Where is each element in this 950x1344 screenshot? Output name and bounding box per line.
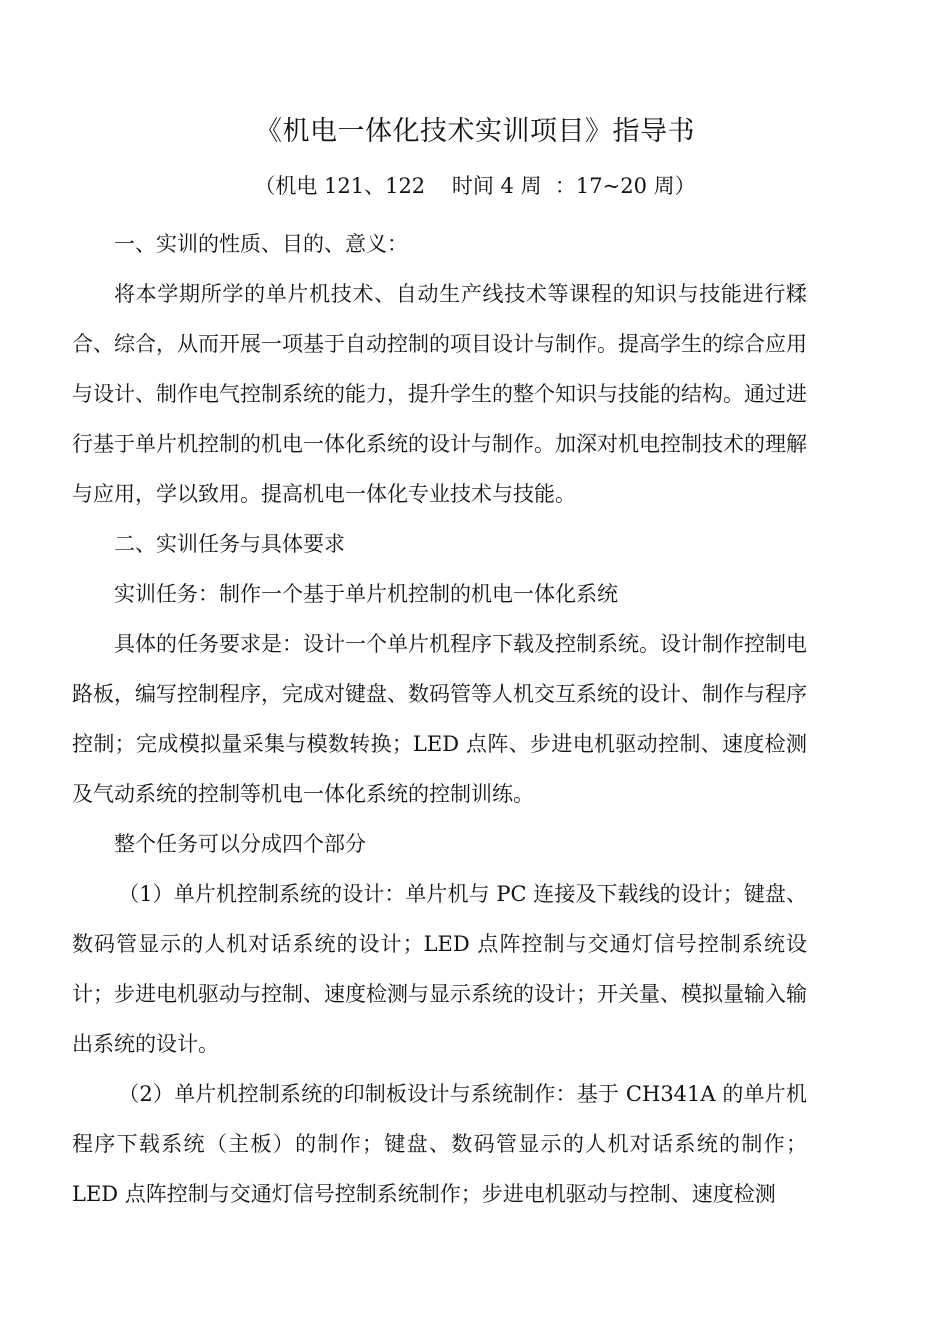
task-line: 实训任务：制作一个基于单片机控制的机电一体化系统 bbox=[114, 582, 618, 606]
document-subtitle: （机电 121、122 时间 4 周 ：17~20 周） bbox=[254, 174, 696, 198]
part1-paragraph: （1）单片机控制系统的设计：单片机与 PC 连接及下载线的设计；键盘、数码管显示的人机对话系统的设计；LED 点阵控制与交通灯信号控制系统设计；步进电机驱动与控制、速度检测与显示系统的设计；开关量、模拟量输入输出系统的设计。 bbox=[72, 882, 807, 1056]
section2-heading: 二、实训任务与具体要求 bbox=[114, 532, 345, 556]
section1-heading: 一、实训的性质、目的、意义： bbox=[114, 232, 408, 256]
part2-paragraph: （2）单片机控制系统的印制板设计与系统制作：基于 CH341A 的单片机程序下载系统（主板）的制作；键盘、数码管显示的人机对话系统的制作；LED 点阵控制与交通灯信号控制系统制作；步进电机驱动与控制、速度检测 bbox=[72, 1082, 807, 1206]
requirements-paragraph: 具体的任务要求是：设计一个单片机程序下载及控制系统。设计制作控制电路板，编写控制程序，完成对键盘、数码管等人机交互系统的设计、制作与程序控制；完成模拟量采集与模数转换；LED 点阵、步进电机驱动控制、速度检测及气动系统的控制等机电一体化系统的控制训练。 bbox=[72, 632, 807, 806]
document-body bbox=[72, 219, 807, 1219]
document-title: 《机电一体化技术实训项目》指导书 bbox=[255, 116, 695, 147]
section1-paragraph: 将本学期所学的单片机技术、自动生产线技术等课程的知识与技能进行糅合、综合，从而开展一项基于自动控制的项目设计与制作。提高学生的综合应用与设计、制作电气控制系统的能力，提升学生的整个知识与技能的结构。通过进行基于单片机控制的机电一体化系统的设计与制作。加深对机电控制技术的理解与应用，学以致用。提高机电一体化专业技术与技能。 bbox=[72, 282, 807, 506]
parts-intro: 整个任务可以分成四个部分 bbox=[114, 832, 366, 856]
